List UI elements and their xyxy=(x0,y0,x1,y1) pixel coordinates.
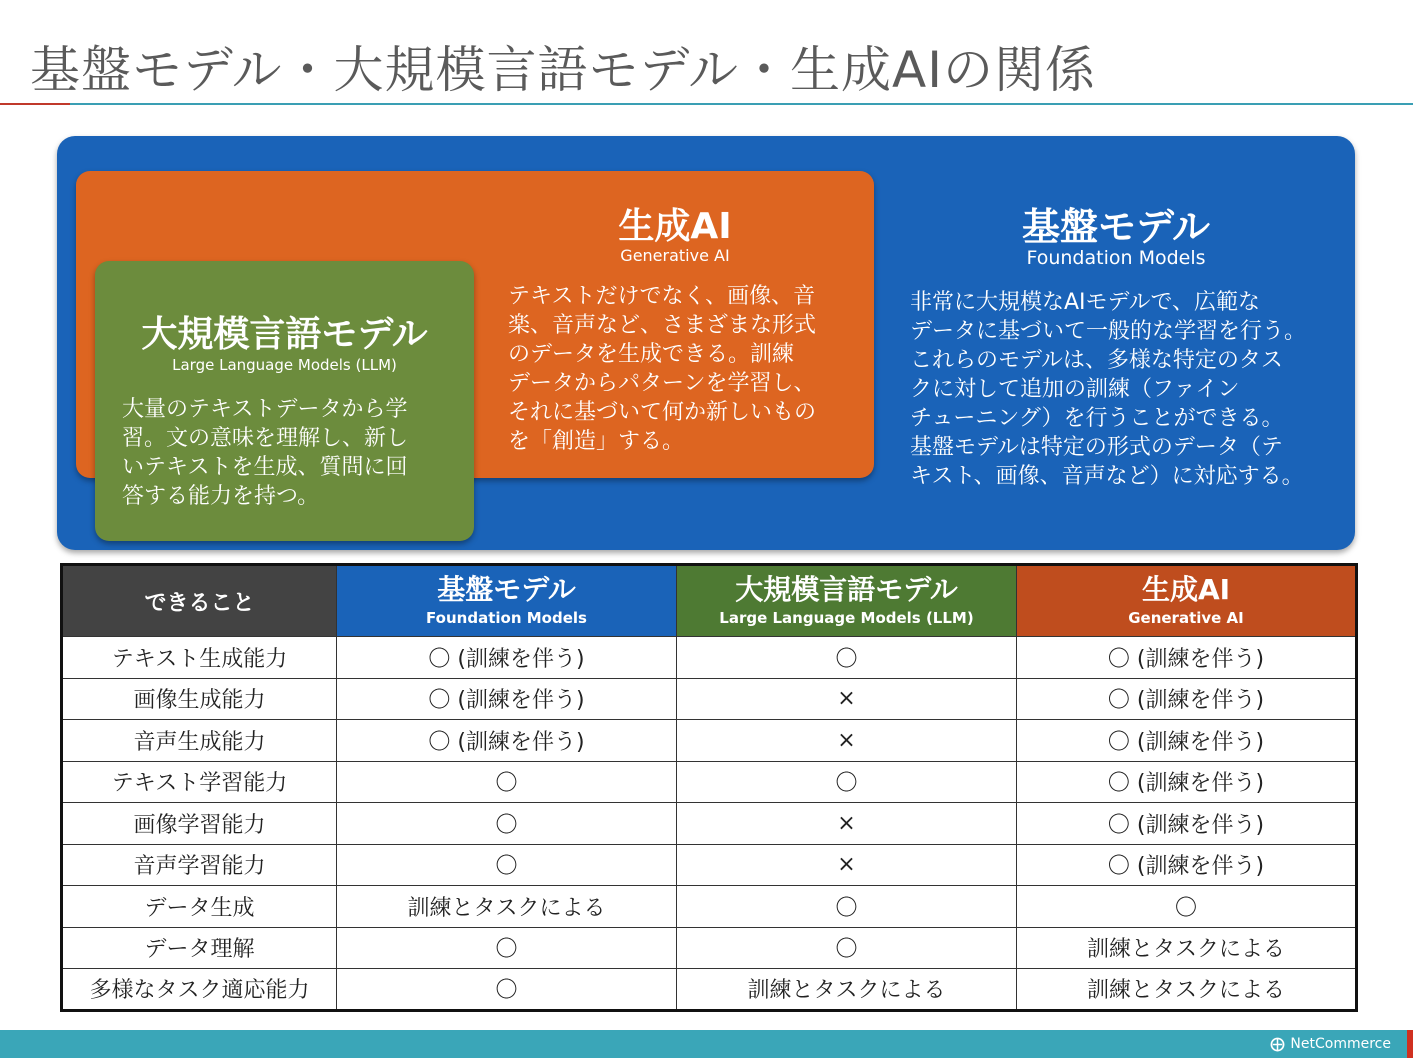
description-line: のデータを生成できる。訓練 xyxy=(508,342,795,367)
capability-cell: 音声学習能力 xyxy=(62,844,337,886)
foundation-cell: 〇 xyxy=(337,844,677,886)
description-line: チューニング）を行うことができる。 xyxy=(910,406,1284,431)
foundation-models-subtitle: Foundation Models xyxy=(1026,247,1206,269)
footer-bar xyxy=(0,1030,1413,1058)
description-line: 習。文の意味を理解し、新し xyxy=(122,426,409,451)
footer-accent xyxy=(1407,1030,1413,1058)
foundation-cell: 〇 xyxy=(337,927,677,969)
generative-cell: 〇 (訓練を伴う) xyxy=(1017,761,1357,803)
netcommerce-logo-icon xyxy=(1270,1037,1285,1052)
capability-cell: データ理解 xyxy=(62,927,337,969)
llm-cell: 〇 xyxy=(677,886,1017,928)
llm-cell: 訓練とタスクによる xyxy=(677,969,1017,1011)
foundation-models-title: 基盤モデル xyxy=(1021,205,1211,249)
capability-cell: データ生成 xyxy=(62,886,337,928)
llm-cell: × xyxy=(677,844,1017,886)
generative-cell: 〇 (訓練を伴う) xyxy=(1017,678,1357,720)
description-line: クに対して追加の訓練（ファイン xyxy=(910,377,1240,402)
header-capability-label: できること xyxy=(144,590,255,616)
foundation-cell: 〇 (訓練を伴う) xyxy=(337,637,677,679)
foundation-cell: 訓練とタスクによる xyxy=(337,886,677,928)
description-line: 大量のテキストデータから学 xyxy=(122,397,408,422)
foundation-cell: 〇 xyxy=(337,803,677,845)
description-line: 基盤モデルは特定の形式のデータ（テ xyxy=(910,435,1283,460)
description-line: を「創造」する。 xyxy=(508,429,685,454)
header-generative-ai-title: 生成AI xyxy=(1141,573,1231,606)
generative-cell: 訓練とタスクによる xyxy=(1017,927,1357,969)
table-row xyxy=(62,844,1357,886)
foundation-cell: 〇 xyxy=(337,969,677,1011)
header-capability xyxy=(62,565,337,637)
description-line: データからパターンを学習し、 xyxy=(508,371,816,396)
header-llm-title: 大規模言語モデル xyxy=(735,573,958,606)
table-row xyxy=(62,720,1357,762)
table-row xyxy=(62,803,1357,845)
llm-cell: × xyxy=(677,720,1017,762)
capability-cell: テキスト生成能力 xyxy=(62,637,337,679)
generative-ai-subtitle: Generative AI xyxy=(620,246,730,265)
capability-cell: 画像生成能力 xyxy=(62,678,337,720)
foundation-models-description xyxy=(910,288,1340,491)
generative-cell: 〇 (訓練を伴う) xyxy=(1017,720,1357,762)
description-line: テキストだけでなく、画像、音 xyxy=(508,284,816,309)
description-line: いテキストを生成、質問に回 xyxy=(122,455,408,480)
table-row xyxy=(62,678,1357,720)
description-line: それに基づいて何か新しいもの xyxy=(508,400,817,425)
generative-cell: 訓練とタスクによる xyxy=(1017,969,1357,1011)
foundation-cell: 〇 xyxy=(337,761,677,803)
header-foundation-models xyxy=(337,565,677,637)
llm-subtitle: Large Language Models (LLM) xyxy=(172,356,397,374)
title-underline-accent xyxy=(0,103,70,105)
capability-comparison-table xyxy=(60,563,1358,1012)
header-foundation-models-title: 基盤モデル xyxy=(437,573,576,606)
generative-ai-title: 生成AI xyxy=(618,206,732,247)
llm-cell: 〇 xyxy=(677,761,1017,803)
page-title: 基盤モデル・大規模言語モデル・生成AIの関係 xyxy=(30,41,1096,99)
header-llm-subtitle: Large Language Models (LLM) xyxy=(719,609,974,627)
table-header-row xyxy=(62,565,1357,637)
llm-cell: 〇 xyxy=(677,637,1017,679)
header-generative-ai xyxy=(1017,565,1357,637)
header-foundation-models-subtitle: Foundation Models xyxy=(426,609,587,627)
description-line: データに基づいて一般的な学習を行う。 xyxy=(910,319,1307,344)
capability-cell: テキスト学習能力 xyxy=(62,761,337,803)
table-row xyxy=(62,637,1357,679)
description-line: 非常に大規模なAIモデルで、広範な xyxy=(910,290,1260,315)
header-llm xyxy=(677,565,1017,637)
header-generative-ai-subtitle: Generative AI xyxy=(1128,609,1244,627)
capability-cell: 画像学習能力 xyxy=(62,803,337,845)
description-line: キスト、画像、音声など）に対応する。 xyxy=(910,464,1304,489)
brand-logo xyxy=(1270,1036,1391,1052)
brand-name: NetCommerce xyxy=(1290,1036,1391,1052)
table-row xyxy=(62,969,1357,1011)
generative-ai-description xyxy=(508,282,858,456)
table-row xyxy=(62,927,1357,969)
llm-title: 大規模言語モデル xyxy=(141,314,428,355)
generative-cell: 〇 xyxy=(1017,886,1357,928)
foundation-cell: 〇 (訓練を伴う) xyxy=(337,678,677,720)
llm-cell: 〇 xyxy=(677,927,1017,969)
table-row xyxy=(62,886,1357,928)
generative-cell: 〇 (訓練を伴う) xyxy=(1017,637,1357,679)
description-line: これらのモデルは、多様な特定のタス xyxy=(910,348,1283,373)
description-line: 答する能力を持つ。 xyxy=(122,484,320,509)
generative-cell: 〇 (訓練を伴う) xyxy=(1017,844,1357,886)
capability-cell: 多様なタスク適応能力 xyxy=(62,969,337,1011)
capability-cell: 音声生成能力 xyxy=(62,720,337,762)
generative-cell: 〇 (訓練を伴う) xyxy=(1017,803,1357,845)
llm-cell: × xyxy=(677,678,1017,720)
llm-cell: × xyxy=(677,803,1017,845)
title-underline xyxy=(70,103,1413,105)
llm-description xyxy=(122,395,452,511)
table-row xyxy=(62,761,1357,803)
foundation-cell: 〇 (訓練を伴う) xyxy=(337,720,677,762)
description-line: 楽、音声など、さまざまな形式 xyxy=(508,313,817,338)
